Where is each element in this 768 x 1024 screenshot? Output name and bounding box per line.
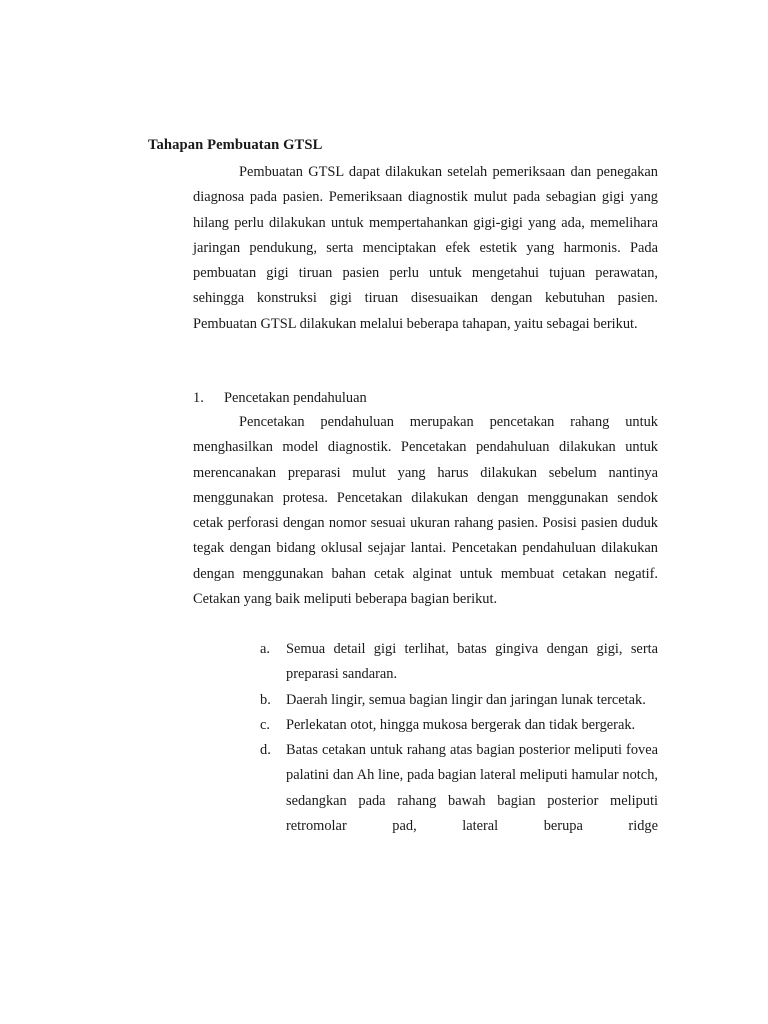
- list-marker: d.: [260, 742, 271, 759]
- list-marker: a.: [260, 641, 270, 657]
- list-item-text: Daerah lingir, semua bagian lingir dan jaringan lunak tercetak.: [286, 691, 646, 708]
- list-item-text: Batas cetakan untuk rahang atas bagian posterior meliputi fovea palatini dan Ah line, pada bagian lateral meliputi hamular notch, sedangkan pada rahang bawah bagian posterior meliputi retromolar pad, lateral berupa ridge: [286, 742, 658, 835]
- list-item: [260, 688, 658, 713]
- list-item: [260, 738, 658, 839]
- criteria-list: [260, 637, 658, 839]
- section-title: Pencetakan pendahuluan: [224, 390, 367, 406]
- list-marker: c.: [260, 716, 270, 733]
- numbered-section-heading: [193, 386, 367, 411]
- section-heading-title: Tahapan Pembuatan GTSL: [148, 137, 323, 153]
- list-item-text: Perlekatan otot, hingga mukosa bergerak dan tidak bergerak.: [286, 716, 636, 733]
- section-paragraph: Pencetakan pendahuluan merupakan pencetakan rahang untuk menghasilkan model diagnostik. Pencetakan pendahuluan dilakukan untuk merencanakan preparasi mulut yang harus dilakukan sebelum nantinya menggunakan protesa. Pencetakan dilakukan dengan menggunakan sendok cetak perforasi dengan nomor sesuai ukuran rahang pasien. Posisi pasien duduk tegak dengan bidang oklusal sejajar lantai. Pencetakan pendahuluan dilakukan dengan menggunakan bahan cetak alginat untuk membuat cetakan negatif. Cetakan yang baik meliputi beberapa bagian berikut.: [193, 414, 658, 608]
- list-item: [260, 637, 658, 688]
- list-marker: b.: [260, 691, 271, 708]
- intro-paragraph: Pembuatan GTSL dapat dilakukan setelah pemeriksaan dan penegakan diagnosa pada pasien. Pemeriksaan diagnostik mulut pada sebagian gigi yang hilang perlu dilakukan untuk mempertahankan gigi-gigi yang ada, memelihara jaringan pendukung, serta menciptakan efek estetik yang harmonis. Pada pembuatan gigi tiruan pasien perlu untuk mengetahui tujuan perawatan, sehingga konstruksi gigi tiruan disesuaikan dengan kebutuhan pasien. Pembuatan GTSL dilakukan melalui beberapa tahapan, yaitu sebagai berikut.: [193, 164, 658, 332]
- list-item: [260, 713, 658, 738]
- list-item-text: Semua detail gigi terlihat, batas gingiva dengan gigi, serta preparasi sandaran.: [286, 641, 658, 683]
- section-number: 1.: [193, 390, 204, 406]
